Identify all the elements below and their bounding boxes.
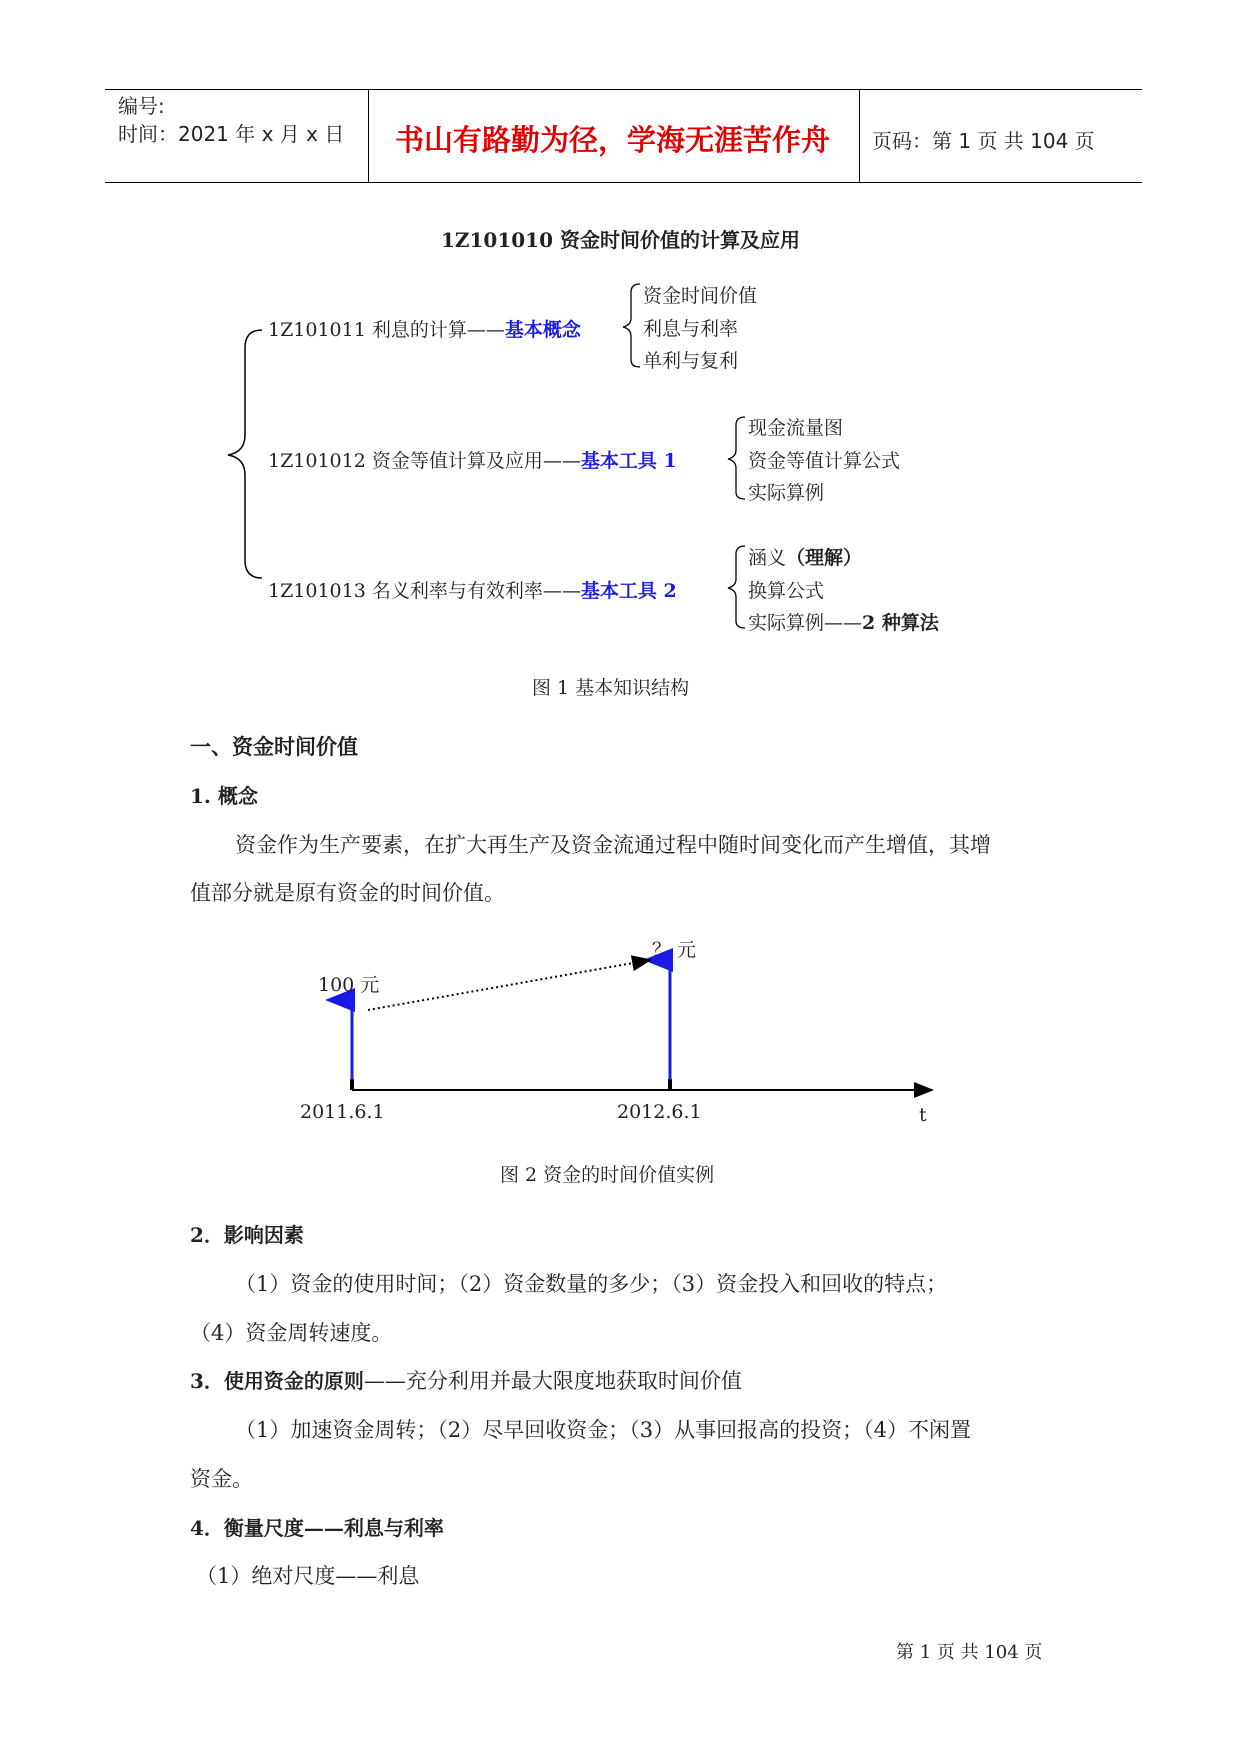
branch-3-code: 1Z101013 名义利率与有效利率—— <box>268 580 581 602</box>
page-footer: 第 1 页 共 104 页 <box>896 1642 1043 1663</box>
principles-heading <box>190 1365 742 1395</box>
tree-branch-1-item-2: 利息与利率 <box>643 318 739 340</box>
measure-line-1: （1）绝对尺度——利息 <box>196 1564 420 1588</box>
header-page-number: 页码：第 1 页 共 104 页 <box>872 129 1095 153</box>
end-amount-label: ？ 元 <box>652 939 697 961</box>
growth-dotted-arrow <box>368 960 650 1010</box>
principles-heading-bold: 3．使用资金的原则 <box>190 1369 364 1393</box>
branch-2-tag: 基本工具 1 <box>580 450 677 472</box>
principles-line-1: （1）加速资金周转；（2）尽早回收资金；（3）从事回报高的投资；（4）不闲置 <box>235 1418 971 1442</box>
start-amount-label: 100 元 <box>318 974 380 996</box>
tree-branch-1-item-3: 单利与复利 <box>643 350 739 372</box>
end-date-label: 2012.6.1 <box>617 1101 702 1123</box>
branch-1-code: 1Z101011 利息的计算—— <box>268 319 505 341</box>
section-1-heading: 一、资金时间价值 <box>190 734 358 759</box>
document-title: 1Z101010 资金时间价值的计算及应用 <box>441 228 800 252</box>
serial-label: 编号: <box>118 94 165 118</box>
figure-2-caption: 图 2 资金的时间价值实例 <box>500 1164 715 1186</box>
concept-paragraph-line-1: 资金作为生产要素，在扩大再生产及资金流通过程中随时间变化而产生增值，其增 <box>235 833 991 857</box>
factors-line-1: （1）资金的使用时间；（2）资金数量的多少；（3）资金投入和回收的特点； <box>235 1272 948 1296</box>
concept-heading: 1. 概念 <box>190 784 258 808</box>
item-note: 2 种算法 <box>862 612 939 634</box>
concept-paragraph-line-2: 值部分就是原有资金的时间价值。 <box>190 881 505 905</box>
branch-2-code: 1Z101012 资金等值计算及应用—— <box>268 450 581 472</box>
factors-heading: 2．影响因素 <box>190 1223 304 1247</box>
branch-1-tag: 基本概念 <box>504 319 581 341</box>
header-motto: 书山有路勤为径，学海无涯苦作舟 <box>395 123 831 157</box>
principles-line-2: 资金。 <box>190 1467 253 1491</box>
tree-branch-2-item-3: 实际算例 <box>748 482 825 504</box>
branch-3-tag: 基本工具 2 <box>580 580 677 602</box>
tree-branch-2-item-1: 现金流量图 <box>748 417 844 439</box>
item-text: 涵义 <box>748 547 787 569</box>
principles-heading-rest: ——充分利用并最大限度地获取时间价值 <box>363 1369 742 1393</box>
measure-heading: 4．衡量尺度——利息与利率 <box>190 1516 444 1540</box>
item-note: （理解） <box>786 547 863 569</box>
tree-branch-3-item-2: 换算公式 <box>748 580 825 602</box>
tree-branch-2-item-2: 资金等值计算公式 <box>748 450 901 472</box>
tree-branch-1-item-1: 资金时间价值 <box>643 285 758 307</box>
start-date-label: 2011.6.1 <box>300 1101 385 1123</box>
axis-t-label: t <box>919 1104 927 1126</box>
item-text: 实际算例—— <box>748 612 863 634</box>
factors-line-2: （4）资金周转速度。 <box>190 1321 393 1345</box>
figure-1-caption: 图 1 基本知识结构 <box>532 677 690 699</box>
date-label: 时间：2021 年 x 月 x 日 <box>118 122 345 146</box>
